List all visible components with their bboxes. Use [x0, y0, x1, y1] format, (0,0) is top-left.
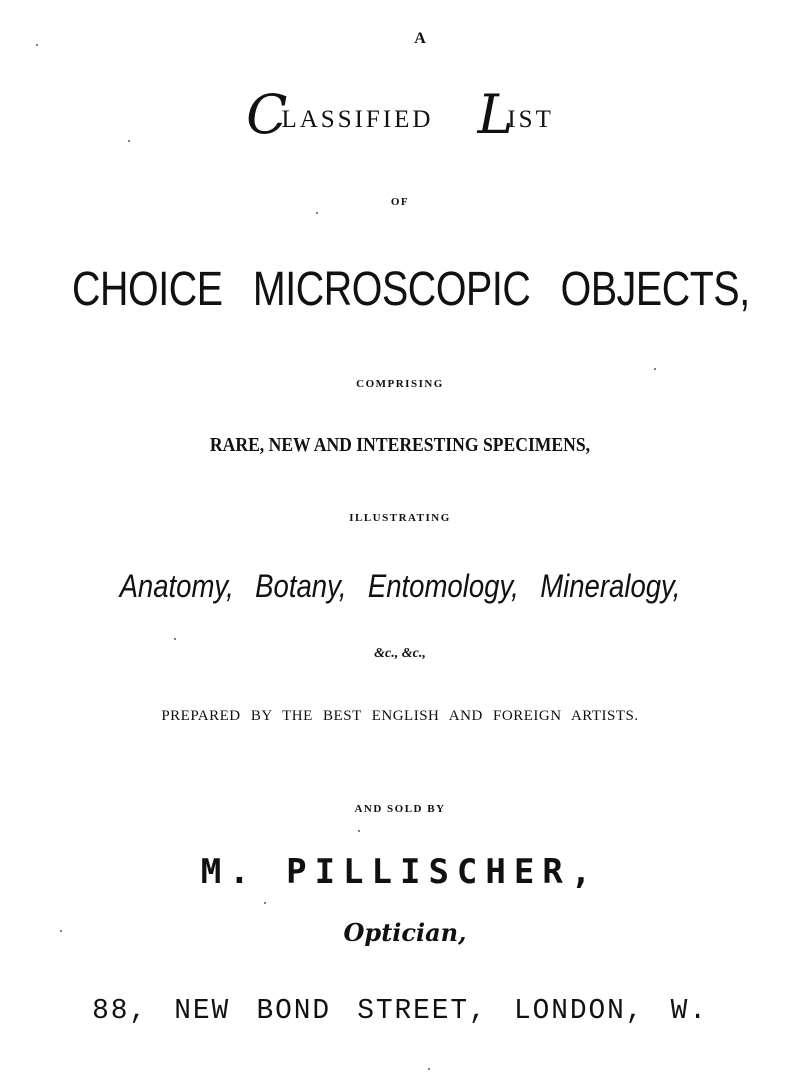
seller-name: M. PILLISCHER, — [200, 852, 600, 892]
print-speck — [264, 902, 266, 904]
print-speck — [316, 212, 318, 214]
main-title: CHOICE MICROSCOPIC OBJECTS, — [72, 263, 750, 316]
subtitle: RARE, NEW AND INTERESTING SPECIMENS, — [209, 434, 591, 456]
print-speck — [60, 930, 62, 932]
title-heading — [0, 83, 800, 160]
print-speck — [36, 44, 38, 46]
title-word-classified — [246, 83, 434, 146]
illustrating-line: ILLUSTRATING — [349, 512, 451, 524]
title-word-list — [477, 83, 554, 146]
print-speck — [428, 1068, 430, 1070]
title-initial-l: L — [477, 83, 514, 146]
title-rest-lassified: LASSIFIED — [281, 106, 434, 133]
print-speck — [654, 368, 656, 370]
sold-by-line: AND SOLD BY — [354, 803, 446, 815]
prepared-line: PREPARED BY THE BEST ENGLISH AND FOREIGN ARTISTS. — [161, 708, 639, 724]
article-a: A — [414, 30, 426, 47]
address-line: 88, NEW BOND STREET, LONDON, W. — [92, 994, 708, 1027]
etc-line: &c., &c., — [374, 646, 426, 661]
title-initial-c: C — [246, 83, 288, 146]
print-speck — [128, 140, 130, 142]
comprising-line: COMPRISING — [356, 378, 444, 390]
print-speck — [358, 830, 360, 832]
sciences-line: Anatomy, Botany, Entomology, Mineralogy, — [119, 568, 681, 604]
profession-line: Optician, — [343, 918, 467, 947]
print-speck — [174, 638, 176, 640]
of-line: OF — [390, 196, 410, 208]
title-rest-ist: IST — [507, 106, 554, 133]
